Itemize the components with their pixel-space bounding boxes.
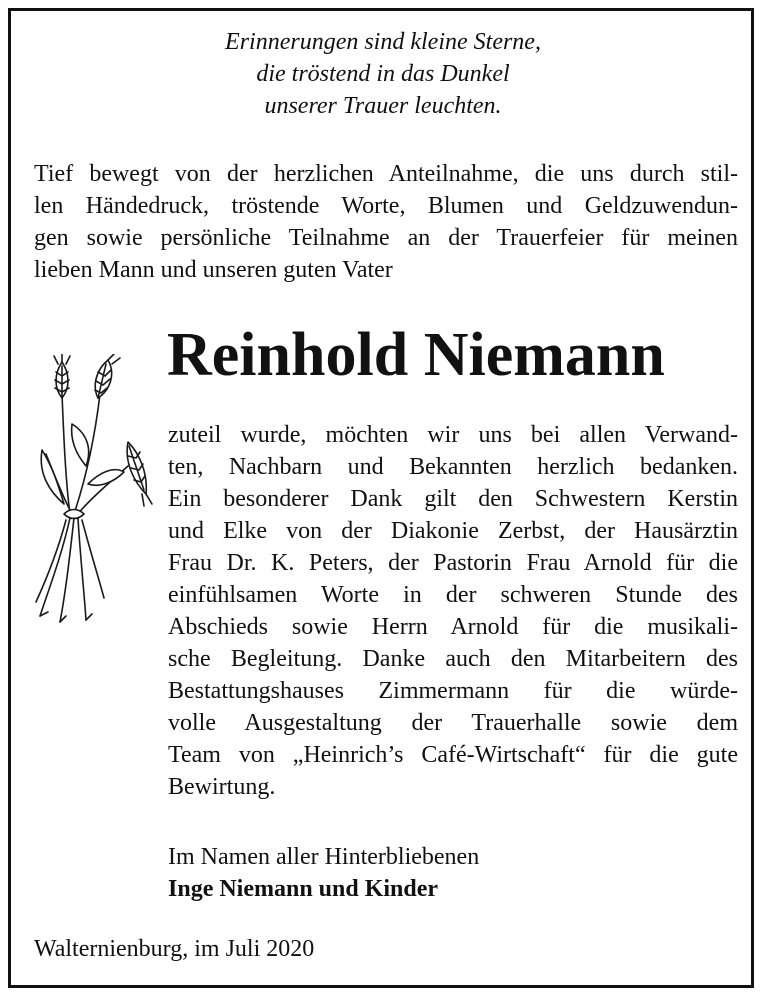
place-date: Walternienburg, im Juli 2020 — [34, 936, 315, 962]
intro-line: Tief bewegt von der herzlichen Anteilnahme, die uns durch stil- — [34, 161, 738, 187]
memorial-poem — [0, 26, 766, 122]
body-line: einfühlsamen Worte in der schweren Stunde des — [168, 582, 738, 608]
body-line: ten, Nachbarn und Bekannten herzlich bedanken. — [168, 454, 738, 480]
body-line: Abschieds sowie Herrn Arnold für die musikali- — [168, 614, 738, 640]
body-line: sche Begleitung. Danke auch den Mitarbeitern des — [168, 646, 738, 672]
body-line: Ein besonderer Dank gilt den Schwestern Kerstin — [168, 486, 738, 512]
deceased-name: Reinhold Niemann — [167, 321, 665, 389]
poem-line: unserer Trauer leuchten. — [264, 93, 502, 119]
signer-name: Inge Niemann und Kinder — [168, 876, 439, 902]
wheat-bouquet-icon — [28, 354, 160, 626]
body-line: Bestattungshauses Zimmermann für die würde- — [168, 678, 738, 704]
body-line: volle Ausgestaltung der Trauerhalle sowie dem — [168, 710, 738, 736]
body-line: zuteil wurde, möchten wir uns bei allen Verwand- — [168, 422, 738, 448]
closing-block — [168, 841, 728, 905]
poem-line: Erinnerungen sind kleine Sterne, — [225, 29, 541, 55]
intro-line: lieben Mann und unseren guten Vater — [34, 257, 393, 283]
intro-line: gen sowie persönliche Teilnahme an der Trauerfeier für meinen — [34, 225, 738, 251]
body-line: Frau Dr. K. Peters, der Pastorin Frau Arnold für die — [168, 550, 738, 576]
closing-line: Im Namen aller Hinterbliebenen — [168, 844, 480, 870]
poem-line: die tröstend in das Dunkel — [256, 61, 510, 87]
body-line: Team von „Heinrich’s Café-Wirtschaft“ für die gute — [168, 742, 738, 768]
body-line: Bewirtung. — [168, 774, 276, 800]
intro-paragraph — [34, 158, 738, 286]
thanks-paragraph — [168, 419, 738, 803]
intro-line: len Händedruck, tröstende Worte, Blumen und Geldzuwendun- — [34, 193, 738, 219]
body-line: und Elke von der Diakonie Zerbst, der Hausärztin — [168, 518, 738, 544]
